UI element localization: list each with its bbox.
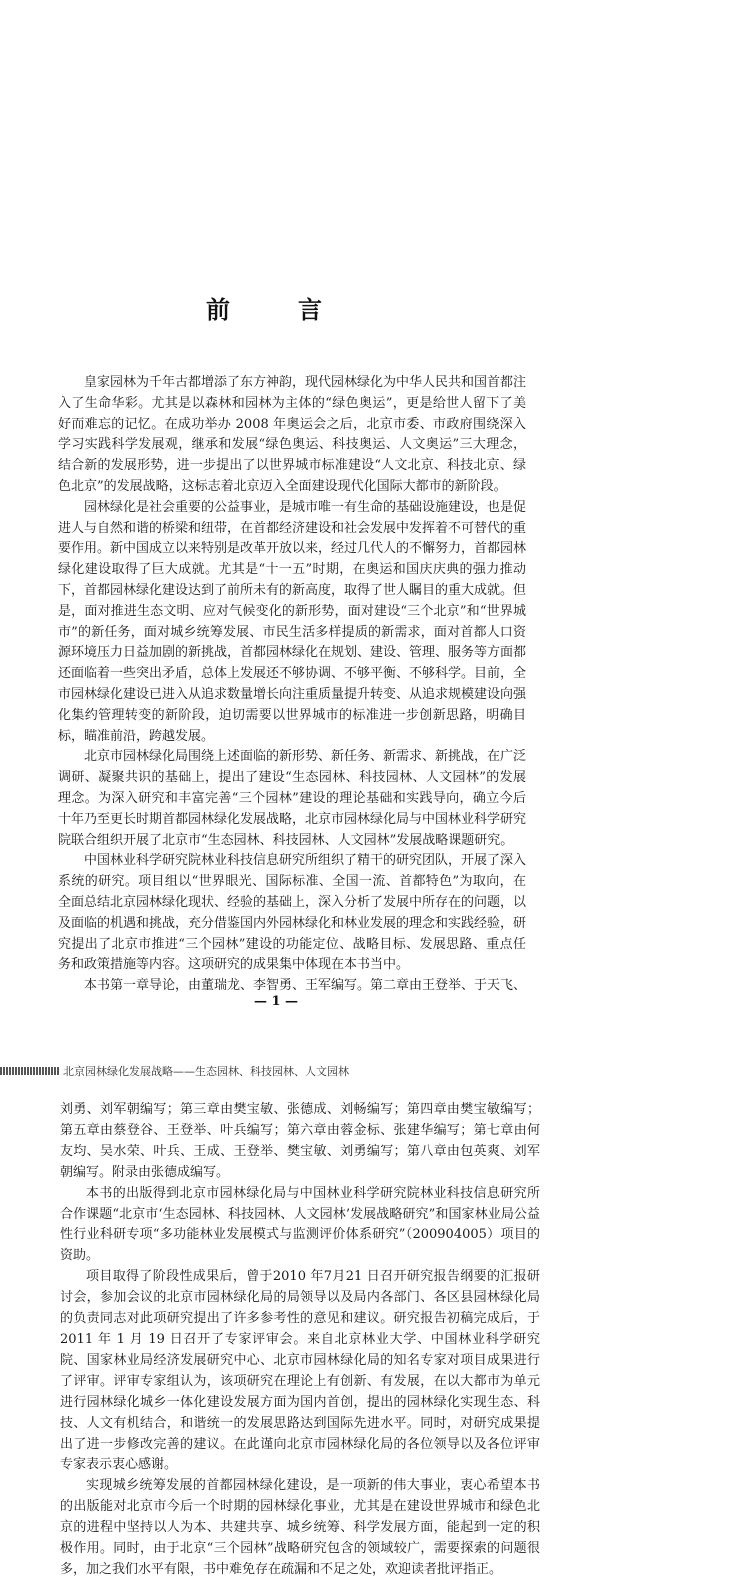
running-header-text: 北京园林绿化发展战略——生态园林、科技园林、人文园林: [63, 1065, 349, 1078]
page-title: 前 言: [206, 295, 344, 324]
paragraph: 园林绿化是社会重要的公益事业，是城市唯一有生命的基础设施建设，也是促进人与自然和谐的桥梁和纽带，在首都经济建设和社会发展中发挥着不可替代的重要作用。新中国成立以来特别是改革开放以来，经过几代人的不懈努力，首都园林绿化建设取得了巨大成就。尤其是“十一五”时期，在奥运和国庆庆典的强力推动下，首都园林绿化建设达到了前所未有的新高度，取得了世人瞩目的重大成就。但是，面对推进生态文明、应对气候变化的新形势，面对建设“三个北京”和“世界城市”的新任务，面对城乡统筹发展、市民生活多样提质的新需求，面对首都人口资源环境压力日益加剧的新挑战，首都园林绿化在规划、建设、管理、服务等方面都还面临着一些突出矛盾，总体上发展还不够协调、不够平衡、不够科学。目前，全市园林绿化建设已进入从追求数量增长向注重质量提升转变、从追求规模建设向强化集约管理转变的新阶段，迫切需要以世界城市的标准进一步创新思路，明确目标，瞄准前沿，跨越发展。: [58, 499, 527, 744]
running-header: [0, 1060, 750, 1082]
paragraph: 中国林业科学研究院林业科技信息研究所组织了精干的研究团队，开展了深入系统的研究。项目组以“世界眼光、国际标准、全国一流、首都特色”为取向，在全面总结北京园林绿化现状、经验的基础上，深入分析了发展中所存在的问题，以及面临的机遇和挑战，充分借鉴国内外园林绿化和林业发展的理念和实践经验，研究提出了北京市推进“三个园林”建设的功能定位、战略目标、发展思路、重点任务和政策措施等内容。这项研究的成果集中体现在本书当中。: [58, 853, 527, 973]
paragraph: 项目取得了阶段性成果后，曾于2010 年7月21 日召开研究报告纲要的汇报研讨会，参加会议的北京市园林绿化局的局领导以及局内各部门、各区县园林绿化局的负责同志对此项研究提出了许多参考性的意见和建议。研究报告初稿完成后，于 2011 年 1 月 19 日召开了专家评审会。来自北京林业大学、中国林业科学研究院、国家林业局经济发展研究中心、北京市园林绿化局的知名专家对项目成果进行了评审。评审专家组认为，该项研究在理论上有创新、有发展，在以大都市为单元进行园林绿化城乡一体化建设发展方面为国内首创，提出的园林绿化实现生态、科技、人文有机结合，和谐统一的发展思路达到国际先进水平。同时，对研究成果提出了进一步修改完善的建议。在此谨向北京市园林绿化局的各位领导以及各位评审专家表示衷心感谢。: [60, 1269, 540, 1473]
paragraph: 皇家园林为千年古都增添了东方神韵，现代园林绿化为中华人民共和国首都注入了生命华彩。尤其是以森林和园林为主体的“绿色奥运”，更是给世人留下了美好而难忘的记忆。在成功举办 2008 年奥运会之后，北京市委、市政府围绕深入学习实践科学发展观，继承和发展“绿色奥运、科技奥运、人文奥运”三大理念，结合新的发展形势，进一步提出了以世界城市标准建设“人文北京、科技北京、绿色北京”的发展战略，这标志着北京迈入全面建设现代化国际大都市的新阶段。: [58, 375, 527, 494]
header-hatch-decoration: [0, 1067, 60, 1075]
paragraph: 北京市园林绿化局围绕上述面临的新形势、新任务、新需求、新挑战，在广泛调研、凝聚共识的基础上，提出了建设“生态园林、科技园林、人文园林”的发展理念。为深入研究和丰富完善“三个园林”建设的理论基础和实践导向，确立今后十年乃至更长时期首都园林绿化发展战略，北京市园林绿化局与中国林业科学研究院联合组织开展了北京市“生态园林、科技园林、人文园林”发展战略课题研究。: [58, 749, 527, 848]
paragraph-continuation: 刘勇、刘军朝编写；第三章由樊宝敏、张德成、刘畅编写；第四章由樊宝敏编写；第五章由蔡登谷、王登举、叶兵编写；第六章由蓉金标、张建华编写；第七章由何友均、吴水荣、叶兵、王成、王登举、樊宝敏、刘勇编写；第八章由包英爽、刘军朝编写。附录由张德成编写。: [60, 1102, 540, 1180]
paragraph: 本书第一章导论，由董瑞龙、李智勇、王军编写。第二章由王登举、于天飞、: [84, 978, 527, 994]
page-2-body: [60, 1100, 540, 1581]
paragraph: 实现城乡统筹发展的首都园林绿化建设，是一项新的伟大事业，衷心希望本书的出版能对北京市今后一个时期的园林绿化事业，尤其是在建设世界城市和绿色北京的进程中坚持以人为本、共建共享、城乡统筹、科学发展方面，能起到一定的积极作用。同时，由于北京“三个园林”战略研究包含的领域较广，需要探索的问题很多，加之我们水平有限，书中难免存在疏漏和不足之处，欢迎读者批评指正。: [60, 1478, 540, 1577]
page-number: — 1 —: [253, 994, 299, 1009]
preface-body: [58, 373, 526, 997]
paragraph: 本书的出版得到北京市园林绿化局与中国林业科学研究院林业科技信息研究所合作课题“北京市‘生态园林、科技园林、人文园林’发展战略研究”和国家林业局公益性行业科研专项“多功能林业发展模式与监测评价体系研究”（200904005）项目的资助。: [60, 1185, 540, 1264]
